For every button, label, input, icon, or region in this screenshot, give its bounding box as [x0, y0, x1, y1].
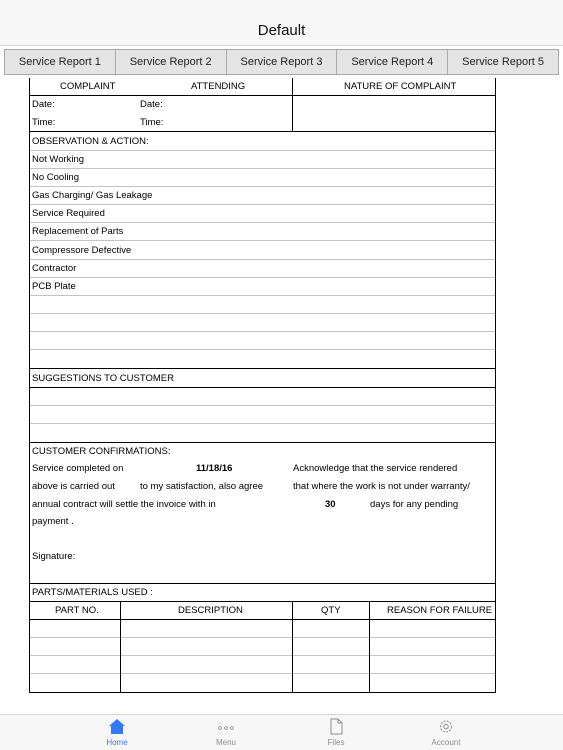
pending-days-text: days for any pending	[370, 499, 459, 510]
observation-item-replacement-of-parts[interactable]: Replacement of Parts	[32, 226, 124, 237]
tabbar-home[interactable]	[87, 718, 147, 747]
row-divider	[30, 349, 495, 350]
parts-title: PARTS/MATERIALS USED :	[32, 587, 153, 598]
tabbar-files[interactable]	[306, 718, 366, 747]
tabbar-home-label: Home	[106, 738, 128, 747]
observation-item-service-required[interactable]: Service Required	[32, 208, 105, 219]
row-divider	[30, 655, 495, 656]
row-divider	[30, 313, 495, 314]
tab-service-report-4[interactable]: Service Report 4	[337, 49, 448, 75]
gear-icon	[437, 718, 455, 735]
divider	[30, 131, 495, 132]
description-header: DESCRIPTION	[178, 605, 243, 616]
qty-header: QTY	[321, 605, 341, 616]
divider	[30, 619, 495, 620]
tabbar-menu-label: Menu	[215, 738, 236, 747]
more-icon	[217, 718, 235, 735]
row-divider	[30, 240, 495, 241]
payment-text: payment .	[32, 516, 74, 527]
divider	[30, 583, 495, 584]
satisfaction-text: to my satisfaction, also agree	[140, 481, 264, 492]
row-divider	[30, 637, 495, 638]
divider	[292, 78, 293, 132]
observation-item-gas-charging[interactable]: Gas Charging/ Gas Leakage	[32, 190, 153, 201]
column-divider	[120, 601, 121, 693]
row-divider	[30, 204, 495, 205]
tabbar-account[interactable]	[416, 718, 476, 747]
home-icon	[108, 718, 126, 735]
divider	[30, 95, 495, 96]
observation-item-not-working[interactable]: Not Working	[32, 154, 85, 165]
tab-service-report-3[interactable]: Service Report 3	[227, 49, 338, 75]
row-divider	[30, 295, 495, 296]
signature-label[interactable]: Signature:	[32, 551, 76, 562]
report-tabs	[4, 49, 559, 75]
observation-item-contractor[interactable]: Contractor	[32, 263, 77, 274]
warranty-text: that where the work is not under warranty/	[293, 481, 470, 492]
row-divider	[30, 277, 495, 278]
bottom-tab-bar	[0, 714, 563, 750]
part-no-header: PART NO.	[55, 605, 99, 616]
service-report-form	[29, 78, 496, 693]
divider	[30, 601, 495, 602]
row-divider	[30, 168, 495, 169]
divider	[30, 442, 495, 443]
nature-of-complaint-header: NATURE OF COMPLAINT	[344, 81, 457, 92]
column-divider	[292, 601, 293, 693]
tabbar-files-label: Files	[327, 738, 345, 747]
column-divider	[369, 601, 370, 693]
observation-title: OBSERVATION & ACTION:	[32, 136, 149, 147]
acknowledge-text: Acknowledge that the service rendered	[293, 463, 458, 474]
observation-item-compressor-defective[interactable]: Compressore Defective	[32, 245, 132, 256]
row-divider	[30, 405, 495, 406]
attending-time-label[interactable]: Time:	[140, 117, 164, 128]
navigation-bar	[0, 0, 563, 46]
settlement-days-value[interactable]: 30	[325, 499, 336, 510]
confirmations-title: CUSTOMER CONFIRMATIONS:	[32, 446, 171, 457]
row-divider	[30, 331, 495, 332]
reason-for-failure-header: REASON FOR FAILURE	[387, 605, 493, 616]
tab-service-report-5[interactable]: Service Report 5	[448, 49, 559, 75]
file-icon	[327, 718, 345, 735]
suggestions-title: SUGGESTIONS TO CUSTOMER	[32, 373, 174, 384]
invoice-text: annual contract will settle the invoice with in	[32, 499, 216, 510]
divider	[30, 368, 495, 369]
divider	[30, 387, 495, 388]
complaint-time-label[interactable]: Time:	[32, 117, 56, 128]
page-title: Default	[257, 22, 306, 39]
tab-service-report-2[interactable]: Service Report 2	[116, 49, 227, 75]
tabbar-menu[interactable]	[196, 718, 256, 747]
attending-date-label[interactable]: Date:	[140, 99, 163, 110]
service-completed-date[interactable]: 11/18/16	[196, 463, 233, 474]
complaint-header: COMPLAINT	[60, 81, 116, 92]
carried-out-text: above is carried out	[32, 481, 115, 492]
row-divider	[30, 259, 495, 260]
observation-item-no-cooling[interactable]: No Cooling	[32, 172, 79, 183]
tab-service-report-1[interactable]: Service Report 1	[4, 49, 116, 75]
row-divider	[30, 186, 495, 187]
observation-item-pcb-plate[interactable]: PCB Plate	[32, 281, 76, 292]
tabbar-account-label: Account	[431, 738, 461, 747]
row-divider	[30, 222, 495, 223]
complaint-date-label[interactable]: Date:	[32, 99, 55, 110]
service-completed-label: Service completed on	[32, 463, 124, 474]
row-divider	[30, 150, 495, 151]
attending-header: ATTENDING	[191, 81, 246, 92]
row-divider	[30, 673, 495, 674]
row-divider	[30, 423, 495, 424]
